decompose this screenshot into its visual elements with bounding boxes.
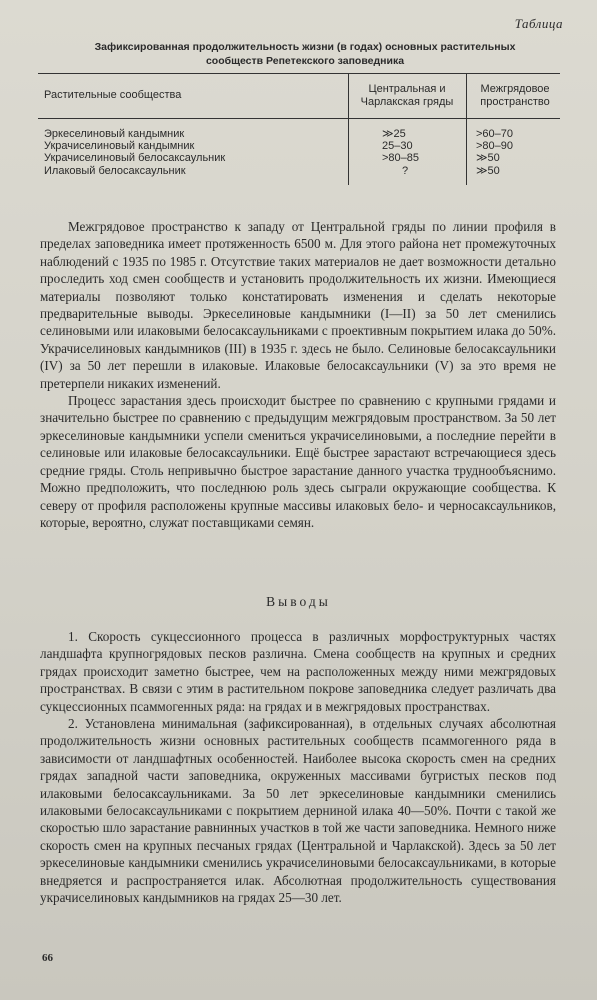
table-top-rule	[38, 73, 560, 74]
column-header-ridges	[350, 83, 464, 109]
page-number: 66	[42, 952, 53, 964]
column-header-interridge-line-1: Межгрядовое	[480, 83, 550, 95]
paragraph-interridge-space: Межгрядовое пространство к западу от Центральной гряды по линии профиля в пределах заповедника имеет протяженность 6500 м. Для этого района нет промежуточных наблюдений с 1935 по 1985 г. Отсутствие таких материалов не дает возможности детально проследить ход смен сообществ и установить продолжительность их жизни. Имеющиеся материалы позволяют только констатировать изменения и сделать некоторые предварительные выводы. Эркеселиновые кандымники (I—II) за 50 лет сменились селиновыми или илаковыми белосаксаульниками с проективным покрытием илака до 50%. Украчиселиновых кандымников (III) в 1935 г. здесь не было. Селиновые белосаксаульники (IV) за 50 лет перешли в илаковые. Илаковые белосаксаульники (V) за это время не претерпели никаких изменений.	[40, 219, 556, 391]
table-label: Таблица	[514, 16, 563, 31]
conclusion-item-2: 2. Установлена минимальная (зафиксированная), в отдельных случаях абсолютная продолжительность жизни основных растительных сообществ псаммогенного ряда в зависимости от ландшафтных особенностей. Наиболее высока скорость смен на средних грядах западной части заповедника, окруженных массивами бугристых песков под илаковыми белосаксаульниками. За 50 лет эркеселиновые кандымники сменились илаковыми белосаксаульниками с покрытием дерниной илака 40—50%. Почти с такой же скоростью шло зарастание равнинных участков в той же части заповедника. Немного ниже скорость смен на крупных песчаных грядах (Центральной и Чарлакской). Здесь за 50 лет эркеселиновые кандымники сменились украчиселиновыми белосаксаульниками, в которые внедряется и распространяется илак. Абсолютная продолжительность существования украчиселиновых кандымников на грядах 25—30 лет.	[40, 716, 556, 906]
cell-ridges: ≫25	[382, 128, 406, 140]
conclusions-list	[40, 628, 556, 907]
column-header-interridge-line-2: пространство	[480, 96, 550, 108]
cell-interridge: >60–70	[476, 128, 514, 140]
cell-interridge: ≫50	[476, 152, 500, 164]
table-column-divider-1	[348, 73, 349, 185]
cell-community: Украчиселиновый кандымник	[44, 140, 195, 152]
conclusion-item-1: 1. Скорость сукцессионного процесса в различных морфоструктурных частях ландшафта крупногрядовых песков различна. Смена сообществ на крупных и средних грядах происходит заметно быстрее, чем на расположенных между ними межгрядовых пространствах. В связи с этим в растительном покрове заповедника следует различать два сукцессионных псаммогенных ряда: на грядах и в межгрядовых пространствах.	[40, 629, 556, 714]
cell-community: Эркеселиновый кандымник	[44, 128, 185, 140]
cell-interridge: ≫50	[476, 165, 500, 177]
table-caption-line-2: сообществ Репетекского заповедника	[205, 55, 405, 67]
column-header-interridge	[468, 83, 562, 109]
cell-interridge: >80–90	[476, 140, 514, 152]
table-column-divider-2	[466, 73, 467, 185]
cell-ridges: 25–30	[382, 140, 413, 152]
paragraph-overgrowth-process: Процесс зарастания здесь происходит быстрее по сравнению с крупными грядами и значительно быстрее по сравнению с предыдущим межгрядовым пространством. За 50 лет эркеселиновые кандымники успели смениться украчиселиновыми, а последние перейти в селиновые или илаковые белосаксаульники. Ещё быстрее зарастают встречающиеся здесь средние гряды. Столь непривычно быстрое зарастание данного участка труднообъяснимо. Можно предположить, что последнюю роль здесь сыграли окружающие сообщества. К северу от профиля расположены крупные массивы илаковых бело- и черносаксаульников, которые, вероятно, служат поставщиками семян.	[40, 393, 556, 530]
conclusions-heading: Выводы	[266, 594, 331, 609]
table-header-rule	[38, 118, 560, 119]
cell-community: Илаковый белосаксаульник	[44, 165, 186, 177]
table-caption	[40, 40, 570, 68]
column-header-communities: Растительные сообщества	[44, 89, 182, 101]
body-paragraphs	[40, 218, 556, 531]
table-caption-line-1: Зафиксированная продолжительность жизни (в годах) основных растительных	[94, 41, 516, 53]
cell-ridges: ?	[402, 165, 409, 177]
column-header-ridges-line-1: Центральная и	[368, 83, 446, 95]
cell-ridges: >80–85	[382, 152, 420, 164]
cell-community: Украчиселиновый белосаксаульник	[44, 152, 226, 164]
column-header-ridges-line-2: Чарлакская гряды	[360, 96, 454, 108]
